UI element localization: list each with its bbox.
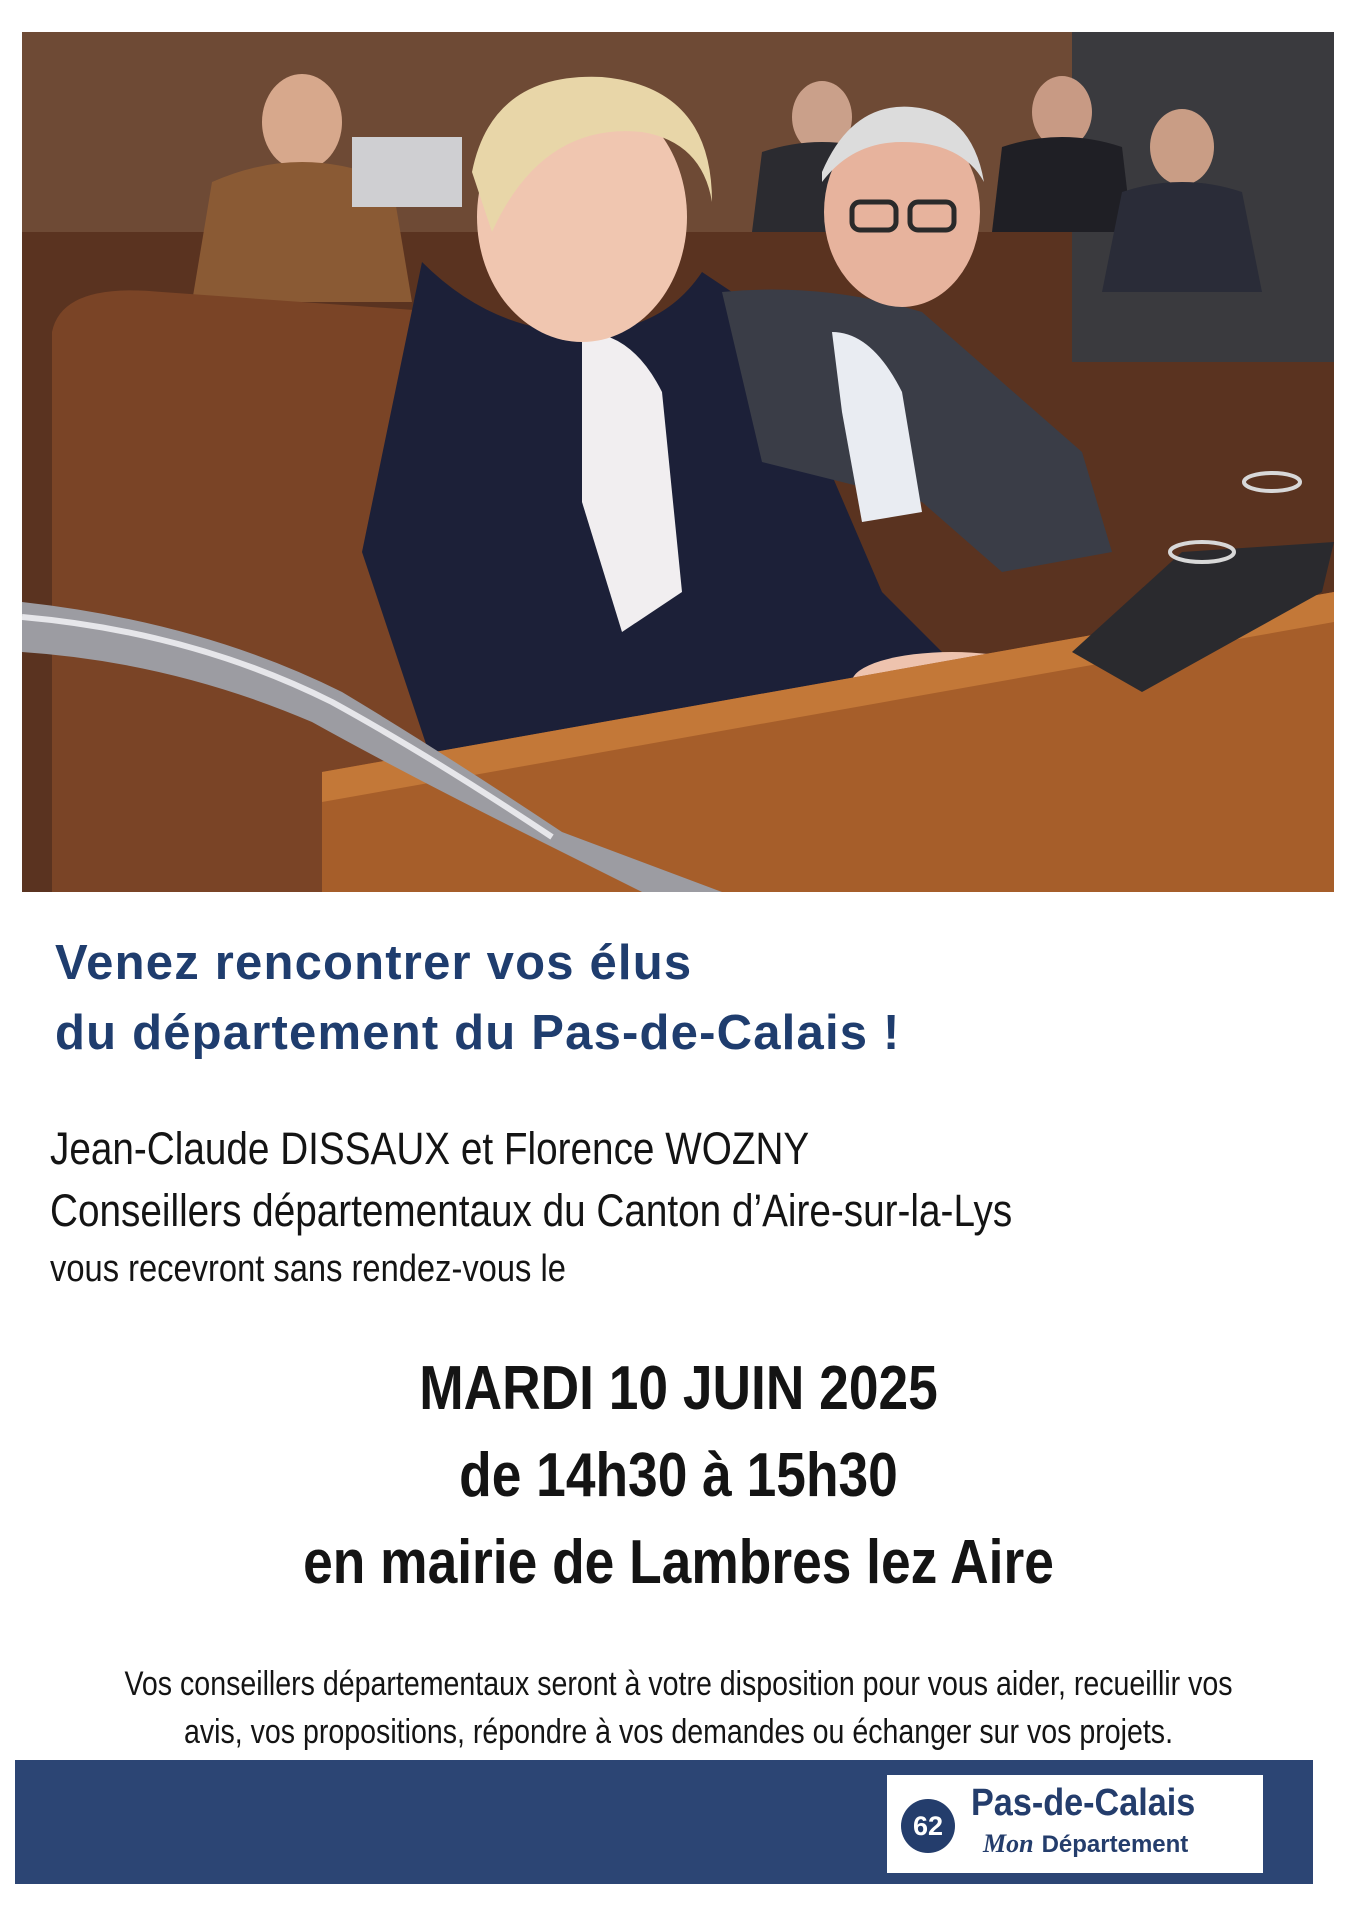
logo-subtitle (983, 1827, 1188, 1862)
description (109, 1660, 1249, 1756)
councillors-block (50, 1118, 1142, 1296)
event-place: en mairie de Lambres lez Aire (303, 1528, 1054, 1597)
councillors-names: Jean-Claude DISSAUX et Florence WOZNY (50, 1123, 810, 1174)
description-line-2: avis, vos propositions, répondre à vos demandes ou échanger sur vos projets. (183, 1713, 1174, 1751)
department-number-badge: 62 (901, 1799, 955, 1853)
photo-illustration (22, 32, 1334, 892)
logo-departement: Département (1041, 1831, 1189, 1858)
department-logo (887, 1775, 1263, 1873)
event-time: de 14h30 à 15h30 (459, 1441, 898, 1510)
event-details (95, 1345, 1262, 1606)
description-line-1: Vos conseillers départementaux seront à votre disposition pour vous aider, recueillir vos (124, 1665, 1233, 1703)
headline (55, 928, 1305, 1068)
logo-title: Pas-de-Calais (971, 1782, 1196, 1824)
logo-mon: Mon (983, 1829, 1034, 1858)
headline-line-1: Venez rencontrer vos élus (55, 936, 693, 990)
reception-note: vous recevront sans rendez-vous le (50, 1248, 566, 1290)
council-chamber-photo (22, 32, 1334, 892)
headline-line-2: du département du Pas-de-Calais ! (55, 1006, 901, 1060)
councillors-role: Conseillers départementaux du Canton d’Aire-sur-la-Lys (50, 1185, 1013, 1236)
event-date: MARDI 10 JUIN 2025 (419, 1354, 938, 1423)
